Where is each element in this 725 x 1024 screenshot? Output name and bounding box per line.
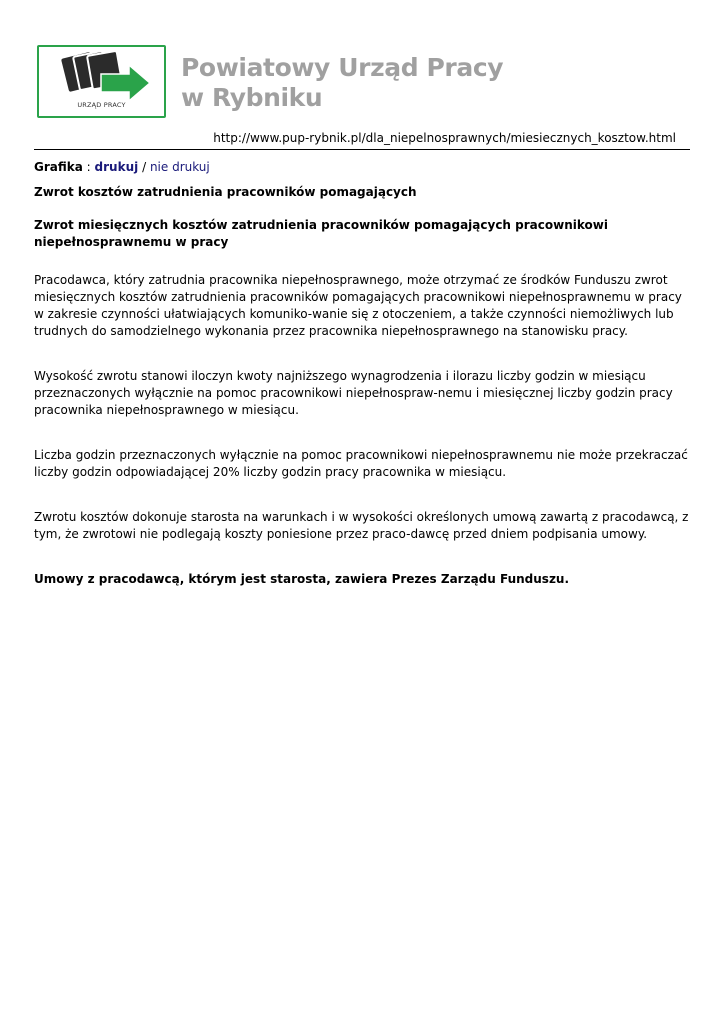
main-content <box>34 158 690 588</box>
print-options <box>34 158 690 176</box>
article-subtitle: Zwrot miesięcznych kosztów zatrudnienia pracowników pomagających pracownikowi niepełnosprawnemu w pracy <box>34 218 608 249</box>
site-title-line2: w Rybniku <box>181 83 323 112</box>
article-paragraph: Wysokość zwrotu stanowi iloczyn kwoty najniższego wynagrodzenia i ilorazu liczby godzin w miesiącu przeznaczonych wyłącznie na pomoc pracownikowi niepełnospraw-nemu i miesięcznej liczby godzin pracy pracownika niepełnosprawnego w miesiącu. <box>34 369 673 417</box>
site-header <box>37 45 504 117</box>
site-logo[interactable] <box>37 45 166 118</box>
site-title <box>181 53 503 113</box>
article-title: Zwrot kosztów zatrudnienia pracowników pomagających <box>34 185 417 199</box>
site-title-line1: Powiatowy Urząd Pracy <box>181 53 504 82</box>
print-options-separator: : <box>86 160 91 174</box>
print-options-divider: / <box>142 160 147 174</box>
header-divider <box>34 149 690 150</box>
print-options-label: Grafika <box>34 160 83 174</box>
article-paragraph: Zwrotu kosztów dokonuje starosta na warunkach i w wysokości określonych umową zawartą z pracodawcą, z tym, że zwrotowi nie podlegają koszty poniesione przez praco-dawcę przed dniem podpisania umowy. <box>34 510 689 541</box>
noprint-link[interactable]: nie drukuj <box>149 160 210 174</box>
article-closing-note: Umowy z pracodawcą, którym jest starosta, zawiera Prezes Zarządu Funduszu. <box>34 572 570 586</box>
print-link[interactable]: drukuj <box>94 160 139 174</box>
article-paragraph: Pracodawca, który zatrudnia pracownika niepełnosprawnego, może otrzymać ze środków Funduszu zwrot miesięcznych kosztów zatrudnienia pracowników pomagających pracownikowi niepełnosprawnemu w pracy w zakresie czynności ułatwiających komuniko-wanie się z otoczeniem, a także czynności niemożliwych lub trudnych do samodzielnego wykonania przez pracownika niepełnosprawnego na stanowisku pracy. <box>34 273 682 338</box>
page-url: http://www.pup-rybnik.pl/dla_niepelnosprawnych/miesiecznych_kosztow.html <box>213 131 676 145</box>
article-paragraph: Liczba godzin przeznaczonych wyłącznie na pomoc pracownikowi niepełnosprawnemu nie może przekraczać liczby godzin odpowiadającej 20% liczby godzin pracy pracownika w miesiącu. <box>34 448 688 479</box>
logo-caption: URZĄD PRACY <box>77 101 126 109</box>
